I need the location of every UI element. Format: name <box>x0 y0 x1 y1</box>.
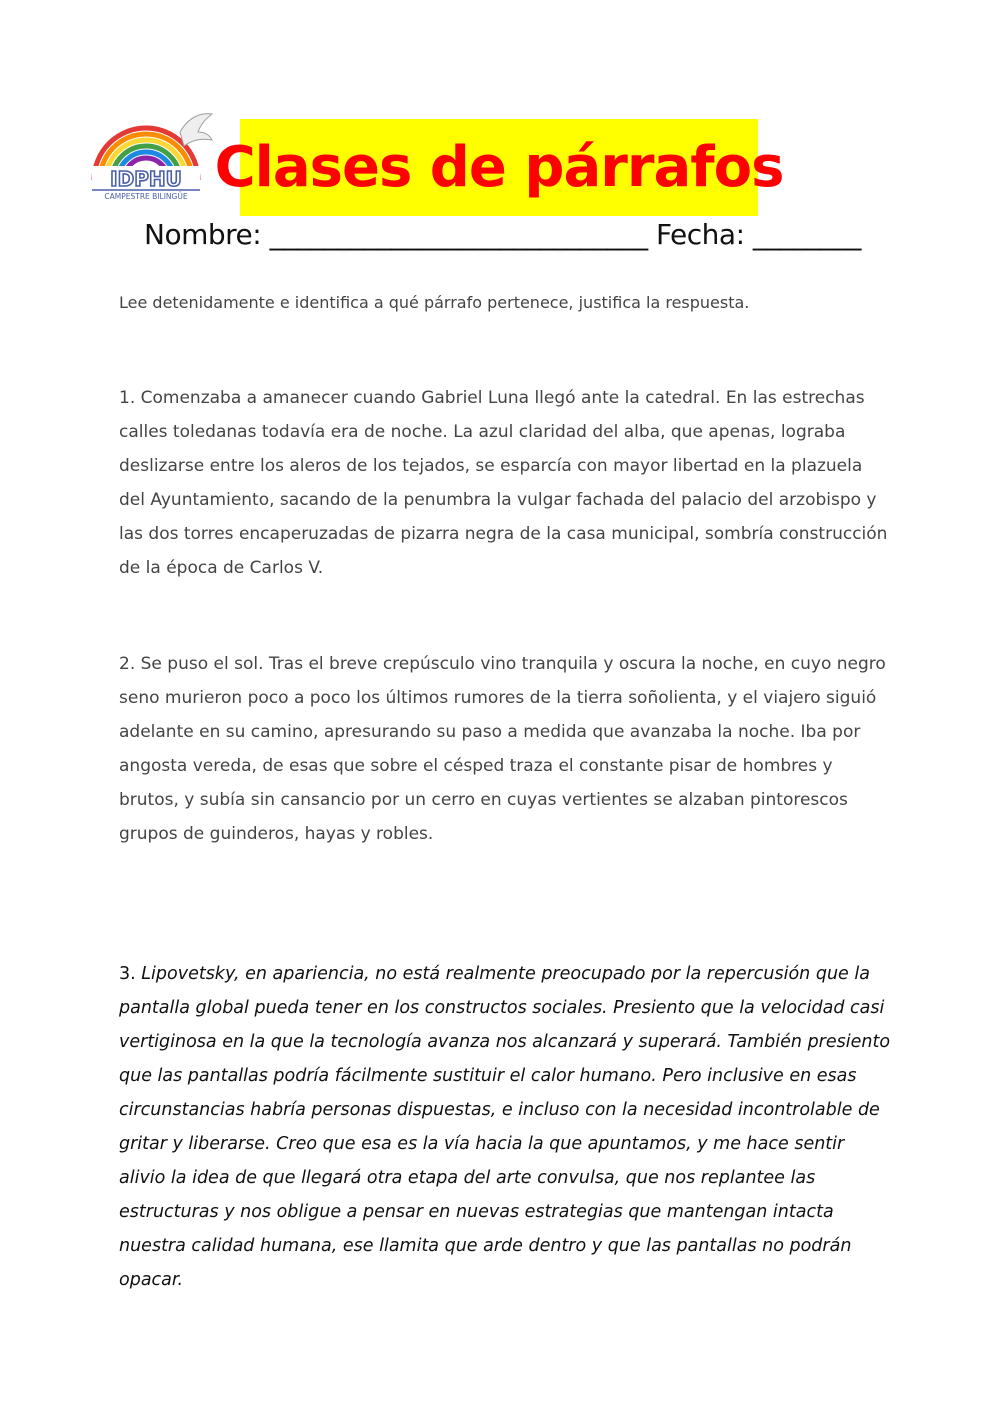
page-title: Clases de párrafos <box>214 135 784 200</box>
title-highlight <box>214 119 784 216</box>
paragraph-number: 3. <box>119 964 136 984</box>
paragraph-text: Lipovetsky, en apariencia, no está realmente preocupado por la repercusión que la pantalla global pueda tener en los constructos sociales. Presiento que la velocidad casi vertiginosa en la que la tecnología avanza nos alcanzará y superará. También presiento que las pantallas podría fácilmente sustituir el calor humano. Pero inclusive en esas circunstancias habría personas dispuestas, e incluso con la necesidad incontrolable de gritar y liberarse. Creo que esa es la vía hacia la que apuntamos, y me hace sentir alivio la idea de que llegará otra etapa del arte convulsa, que nos replantee las estructuras y nos obligue a pensar en nuevas estrategias que mantengan intacta nuestra calidad humana, ese llamita que arde dentro y que las pantallas no podrán opacar. <box>119 964 891 1290</box>
paragraph-3 <box>119 957 894 1297</box>
paragraph-text: Comenzaba a amanecer cuando Gabriel Luna llegó ante la catedral. En las estrechas calles toledanas todavía era de noche. La azul claridad del alba, que apenas, lograba deslizarse entre los aleros de los tejados, se esparcía con mayor libertad en la plazuela del Ayuntamiento, sacando de la penumbra la vulgar fachada del palacio del arzobispo y las dos torres encaperuzadas de pizarra negra de la casa municipal, sombría construcción de la época de Carlos V. <box>119 388 888 578</box>
paragraph-number: 2. <box>119 654 136 674</box>
name-date-field: Nombre: ____________________________ Fecha: ________ <box>144 218 861 251</box>
paragraph-1 <box>119 381 889 585</box>
paragraph-text: Se puso el sol. Tras el breve crepúsculo vino tranquila y oscura la noche, en cuyo negro seno murieron poco a poco los últimos rumores de la tierra soñolienta, y el viajero siguió adelante en su camino, apresurando su paso a medida que avanzaba la noche. Iba por angosta vereda, de esas que sobre el césped traza el constante pisar de hombres y brutos, y subía sin cansancio por un cerro en cuyas vertientes se alzaban pintorescos grupos de guinderos, hayas y robles. <box>119 654 886 844</box>
logo-name: IDPHU <box>110 167 182 191</box>
paragraph-number: 1. <box>119 388 136 408</box>
rainbow-dove-logo-icon <box>88 110 214 206</box>
logo-subtitle: CAMPESTRE BILINGÜE <box>104 192 188 201</box>
paragraph-2 <box>119 647 889 851</box>
school-logo <box>88 110 214 206</box>
instructions-text: Lee detenidamente e identifica a qué párrafo pertenece, justifica la respuesta. <box>119 293 750 312</box>
